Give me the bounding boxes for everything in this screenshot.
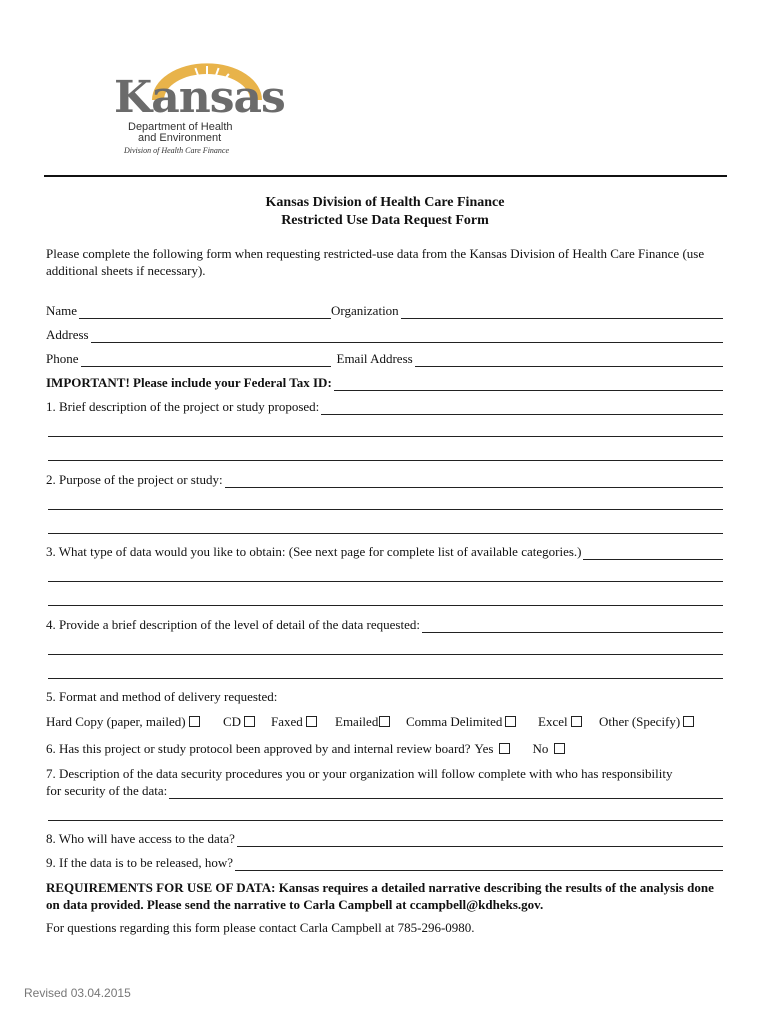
question-4-row	[46, 617, 723, 633]
question-3-field[interactable]	[583, 547, 723, 560]
checkbox-faxed[interactable]	[306, 716, 317, 727]
question-4-line-2[interactable]	[48, 654, 723, 655]
question-3-row	[46, 544, 723, 560]
question-9-row	[46, 855, 723, 871]
checkbox-emailed[interactable]	[379, 716, 390, 727]
checkbox-other[interactable]	[683, 716, 694, 727]
checkbox-no[interactable]	[554, 743, 565, 754]
question-7-line-2[interactable]	[48, 820, 723, 821]
phone-field[interactable]	[81, 354, 331, 367]
logo-division: Division of Health Care Finance	[124, 146, 230, 155]
name-label: Name	[46, 303, 78, 318]
tax-id-label: IMPORTANT! Please include your Federal Tax ID:	[46, 375, 332, 390]
question-6-label: 6. Has this project or study protocol been approved by and internal review board?	[46, 741, 471, 756]
checkbox-comma-delimited[interactable]	[505, 716, 516, 727]
checkbox-yes[interactable]	[499, 743, 510, 754]
question-2-line-2[interactable]	[48, 509, 723, 510]
question-8-field[interactable]	[237, 834, 723, 847]
requirements-text: REQUIREMENTS FOR USE OF DATA: Kansas requires a detailed narrative describing the results of the analysis done on data provided. Please send the narrative to Carla Campbell at ccampbell@kdheks.gov.	[46, 880, 714, 912]
question-1-line-3[interactable]	[48, 460, 723, 461]
question-5-row	[46, 689, 723, 705]
question-1-row	[46, 399, 723, 415]
question-5-label: 5. Format and method of delivery requested:	[46, 689, 278, 704]
address-field[interactable]	[91, 330, 723, 343]
checkbox-hard-copy[interactable]	[189, 716, 200, 727]
tax-id-field[interactable]	[334, 378, 723, 391]
option-faxed[interactable]: Faxed	[271, 714, 317, 730]
organization-label: Organization	[331, 303, 399, 318]
question-7-row-2	[46, 783, 723, 799]
organization-field[interactable]	[401, 306, 723, 319]
option-excel[interactable]: Excel	[538, 714, 582, 730]
question-6-yes[interactable]: Yes	[475, 741, 511, 757]
question-2-row	[46, 472, 723, 488]
question-4-label: 4. Provide a brief description of the level of detail of the data requested:	[46, 617, 420, 632]
question-2-label: 2. Purpose of the project or study:	[46, 472, 223, 487]
question-7-label: 7. Description of the data security procedures you or your organization will follow complete with who has responsibility	[46, 766, 673, 781]
question-9-label: 9. If the data is to be released, how?	[46, 855, 233, 870]
question-6-row	[46, 741, 723, 757]
contact-text: For questions regarding this form please contact Carla Campbell at 785-296-0980.	[46, 920, 475, 935]
address-row	[46, 327, 723, 343]
header-rule	[44, 175, 727, 177]
question-4-line-3[interactable]	[48, 678, 723, 679]
tax-id-row	[46, 375, 723, 391]
logo-wordmark: Kansas	[114, 72, 285, 123]
logo-department: Department of Health and Environment	[128, 121, 233, 144]
form-subtitle: Restricted Use Data Request Form	[281, 213, 489, 228]
question-1-label: 1. Brief description of the project or study proposed:	[46, 399, 320, 414]
question-7-field[interactable]	[169, 786, 723, 799]
email-label: Email Address	[336, 351, 413, 366]
checkbox-cd[interactable]	[244, 716, 255, 727]
option-other[interactable]: Other (Specify)	[599, 714, 694, 730]
kdhe-logo	[112, 62, 285, 155]
question-8-row	[46, 831, 723, 847]
option-comma-delimited[interactable]: Comma Delimited	[406, 714, 516, 730]
revision-date: Revised 03.04.2015	[24, 986, 131, 1000]
question-8-label: 8. Who will have access to the data?	[46, 831, 235, 846]
question-3-label: 3. What type of data would you like to obtain: (See next page for complete list of available categories.)	[46, 544, 582, 559]
question-2-line-3[interactable]	[48, 533, 723, 534]
question-3-line-3[interactable]	[48, 605, 723, 606]
question-2-field[interactable]	[225, 475, 723, 488]
question-7-row-1	[46, 766, 723, 782]
question-4-field[interactable]	[422, 620, 723, 633]
question-1-field[interactable]	[321, 402, 723, 415]
email-field[interactable]	[415, 354, 723, 367]
option-emailed[interactable]: Emailed	[335, 714, 390, 730]
phone-label: Phone	[46, 351, 79, 366]
question-7-label-2: for security of the data:	[46, 783, 168, 798]
name-field[interactable]	[79, 306, 331, 319]
option-cd[interactable]: CD	[223, 714, 255, 730]
question-6-no[interactable]: No	[532, 741, 565, 757]
option-hard-copy[interactable]: Hard Copy (paper, mailed)	[46, 714, 200, 730]
question-3-line-2[interactable]	[48, 581, 723, 582]
phone-email-row	[46, 351, 723, 367]
intro-text: Please complete the following form when requesting restricted-use data from the Kansas Division of Health Care Finance (use additional sheets if necessary).	[46, 246, 705, 278]
checkbox-excel[interactable]	[571, 716, 582, 727]
question-1-line-2[interactable]	[48, 436, 723, 437]
name-org-row	[46, 303, 723, 319]
form-title: Kansas Division of Health Care Finance	[265, 195, 505, 210]
address-label: Address	[46, 327, 89, 342]
question-9-field[interactable]	[235, 858, 723, 871]
